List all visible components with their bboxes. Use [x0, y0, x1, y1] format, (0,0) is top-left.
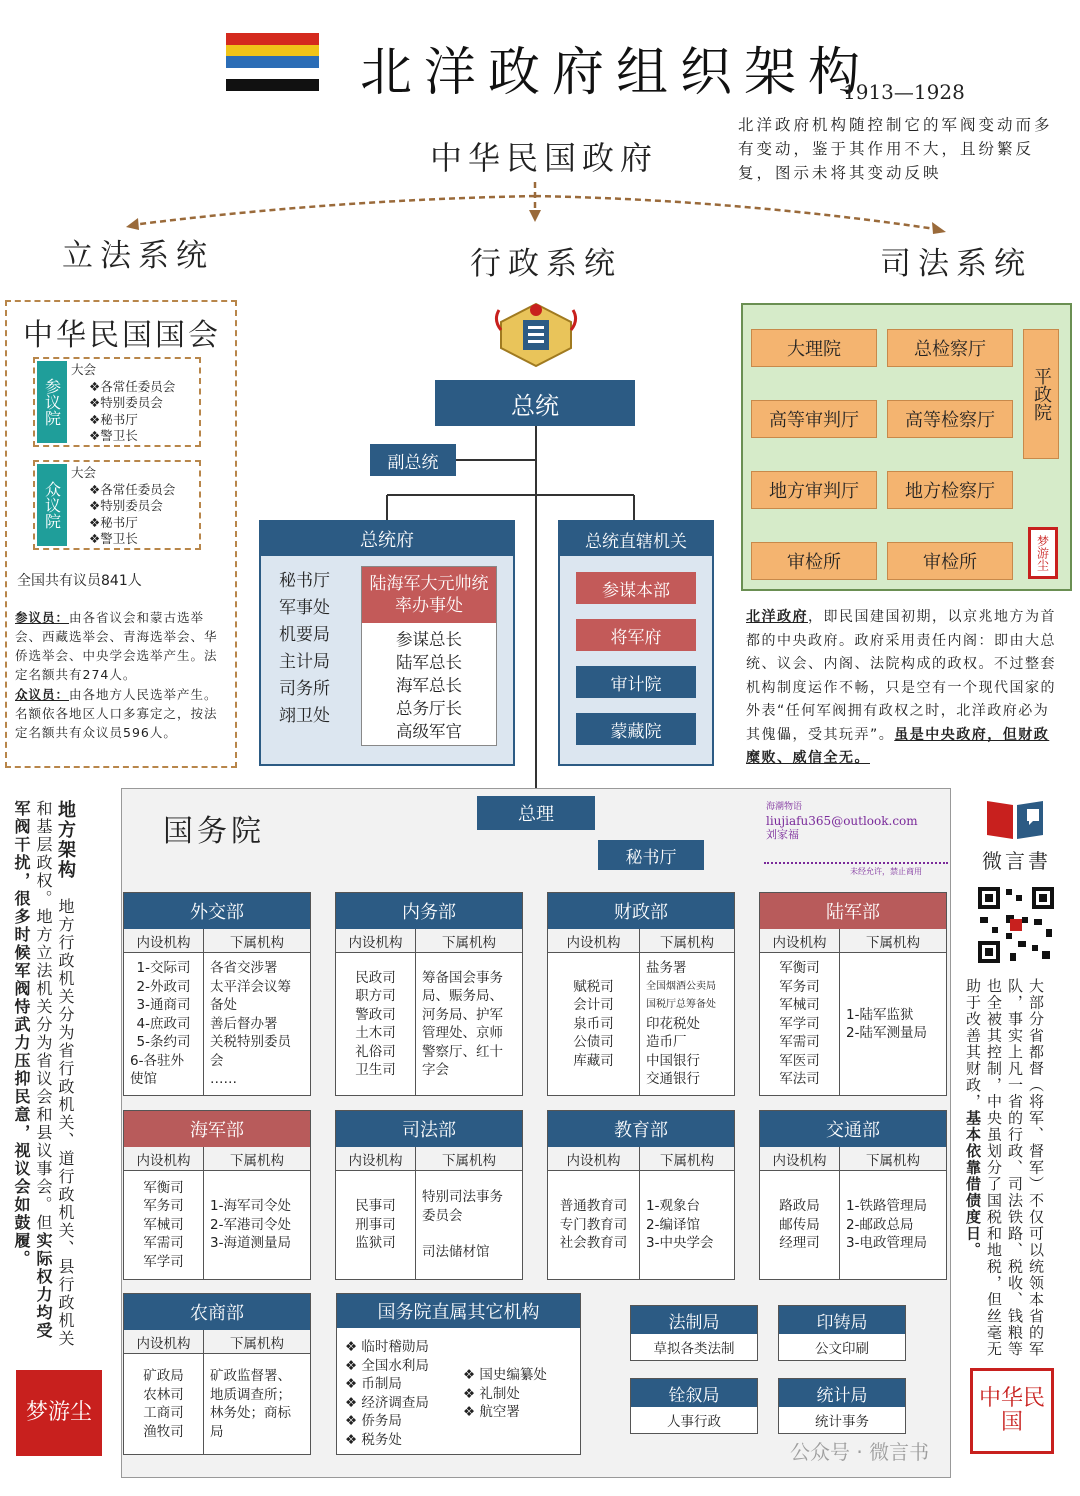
subordinate-unit: 1-陆军监狱	[846, 1006, 914, 1023]
bureau: 铨叙局 人事行政	[630, 1378, 758, 1434]
house-note: 众议员：由各地方人民选举产生。名额依各地区人口多寡定之，按法定名额共有众议员596人。	[15, 687, 218, 740]
ministry-name: 交通部	[760, 1111, 946, 1147]
subordinate-units	[416, 1171, 522, 1279]
other-organs-col2: ❖ 国史编纂处 ❖ 礼制处 ❖ 航空署	[463, 1367, 547, 1420]
col-sub-header: 下属机构	[230, 1335, 284, 1352]
subordinate-units	[204, 1354, 310, 1454]
internal-unit: 1-交际司	[136, 960, 191, 977]
subordinate-unit: 太平洋会议筹备处	[210, 978, 291, 1014]
subordinate-unit: 2-军港司令处	[210, 1216, 291, 1233]
internal-unit: 军衡司	[779, 960, 820, 977]
administrative-court: 平政院	[1023, 329, 1059, 459]
col-internal-header: 内设机构	[760, 1147, 840, 1170]
internal-unit: 5-条约司	[136, 1034, 191, 1051]
ministry-name: 司法部	[336, 1111, 522, 1147]
marshal-items: 参谋总长 陆军总长 海军总长 总务厅长 高级军官	[396, 630, 462, 741]
internal-unit: 3-通商司	[136, 997, 191, 1014]
court: 大理院	[751, 329, 877, 367]
cabinet-secretariat: 秘书厅	[598, 840, 704, 870]
ministry-table	[547, 1110, 735, 1280]
senate-box	[33, 357, 201, 447]
subordinate-unit: 3-电政管理局	[846, 1235, 927, 1252]
credit: 海潮物语 liujiafu365@outlook.com 刘家福	[766, 802, 918, 841]
branch-arrows	[120, 170, 960, 240]
internal-units	[548, 1171, 640, 1279]
subordinate-units	[640, 953, 734, 1095]
col-internal-header: 内设机构	[336, 929, 416, 952]
left-seal: 梦游尘	[16, 1370, 102, 1456]
ministry-table	[335, 892, 523, 1096]
court: 地方审判厅	[751, 471, 877, 509]
subordinate-unit: 造币厂	[646, 1034, 687, 1051]
ministry-table	[123, 1293, 311, 1455]
subordinate-unit: 全国烟酒公卖局	[646, 980, 716, 992]
beiyang-note: 北洋政府，即民国建国初期，以京兆地方为首都的中央政府。政府采用责任内阁：即由大总统、议会、内阁、法院构成的政权。不过整套机构制度运作不畅，只是空有一个现代国家的外表“任何军阀拥有政权之时，北洋政府必为其傀儡，受其玩弄”。虽是中央政府，但财政糜败、威信全无。	[746, 609, 1056, 766]
right-seal: 中华民国	[970, 1368, 1054, 1454]
internal-unit: 刑事司	[355, 1216, 396, 1233]
internal-unit: 土木司	[355, 1025, 396, 1041]
subordinate-unit: 2-邮政总局	[846, 1216, 914, 1233]
internal-units	[336, 953, 416, 1095]
internal-unit: 赋税司	[573, 978, 614, 995]
senate-note: 参议员：由各省议会和蒙古选举会、西藏选举会、青海选举会、华侨选举会、中央学会选举产生。法定名额共有274人。	[15, 610, 218, 682]
subordinate-unit: 2-编译馆	[646, 1216, 700, 1233]
internal-unit: 农林司	[143, 1386, 184, 1403]
ministry-name: 陆军部	[760, 893, 946, 929]
ministry-name: 农商部	[124, 1294, 310, 1330]
internal-unit: 军械司	[779, 997, 820, 1014]
subordinate-unit: 各省交涉署	[210, 960, 278, 977]
parliament-title: 中华民国国会	[23, 318, 221, 353]
bureau: 统计局 统计事务	[778, 1378, 906, 1434]
subordinate-unit: 司法储材馆	[422, 1244, 490, 1261]
col-sub-header: 下属机构	[442, 1152, 496, 1169]
court: 审检所	[751, 542, 877, 580]
subordinate-unit: 国税厅总筹备处	[646, 999, 716, 1011]
judicial-branch: 司法系统	[880, 246, 1032, 282]
subordinate-unit: 中国银行	[646, 1052, 700, 1069]
marshal-office-title: 陆海军大元帅统率办事处	[362, 567, 496, 623]
subordinate-units	[640, 1171, 734, 1279]
subordinate-unit: 关税特别委员会	[210, 1034, 291, 1069]
executive-branch: 行政系统	[470, 246, 622, 282]
internal-unit: 专门教育司	[559, 1216, 628, 1233]
internal-unit: 渔牧司	[143, 1423, 184, 1440]
internal-units	[124, 953, 204, 1095]
col-internal-header: 内设机构	[760, 929, 840, 952]
col-sub-header: 下属机构	[442, 934, 496, 951]
internal-unit: 军需司	[143, 1235, 184, 1252]
internal-unit: 邮传局	[779, 1216, 820, 1233]
internal-unit: 军法司	[779, 1071, 820, 1088]
national-emblem-icon	[493, 300, 579, 370]
procuratorate: 总检察厅	[887, 329, 1013, 367]
col-sub-header: 下属机构	[230, 1152, 284, 1169]
subordinate-units	[204, 1171, 310, 1279]
watermark: 公众号 · 微言书	[790, 1440, 930, 1464]
ministry-name: 海军部	[124, 1111, 310, 1147]
ministry-table	[759, 892, 947, 1096]
internal-unit: 4-庶政司	[136, 1015, 191, 1032]
internal-units	[124, 1171, 204, 1279]
internal-units	[760, 953, 840, 1095]
subordinate-unit: 交通银行	[646, 1071, 700, 1088]
ministry-table	[123, 892, 311, 1096]
col-internal-header: 内设机构	[124, 1147, 204, 1170]
ministry-name: 内务部	[336, 893, 522, 929]
parliament-panel	[5, 300, 237, 768]
col-sub-header: 下属机构	[230, 934, 284, 951]
ministry-table	[759, 1110, 947, 1280]
book-logo-icon	[983, 795, 1049, 841]
col-sub-header: 下属机构	[866, 1152, 920, 1169]
office-items: 秘书厅 军事处 机要局 主计局 司务所 翊卫处	[279, 571, 330, 726]
local-structure: 地方架构 地方行政机关分为省行政机关、道行政机关、县行政机关和基层政权。地方立法机关分为省议会和县议事会。但实际权力均受军阀干扰，很多时候军阀恃武力压抑民意，视议会如鼓履。	[12, 800, 76, 1348]
subordinate-units	[416, 953, 522, 1095]
ministry-table	[335, 1110, 523, 1280]
internal-units	[548, 953, 640, 1095]
ministry-name: 教育部	[548, 1111, 734, 1147]
subordinate-units	[204, 953, 310, 1095]
legislative-branch: 立法系统	[62, 238, 214, 274]
internal-units	[124, 1354, 204, 1454]
root-government: 中华民国政府	[430, 139, 659, 177]
beiyang-five-color-flag	[226, 33, 319, 91]
house-name: 众议院	[37, 464, 67, 546]
internal-units	[760, 1171, 840, 1279]
other-organs-col1: ❖ 临时稽勋局 ❖ 全国水利局 ❖ 币制局 ❖ 经济调查局 ❖ 侨务局 ❖ 税务处	[345, 1339, 429, 1448]
presidential-office-title: 总统府	[261, 522, 513, 556]
vice-president-box: 副总统	[370, 444, 456, 476]
ministry-name: 财政部	[548, 893, 734, 929]
internal-unit: 监狱司	[355, 1235, 396, 1252]
credit-note: 未经允许，禁止商用	[850, 867, 922, 876]
col-sub-header: 下属机构	[866, 934, 920, 951]
internal-unit: 路政局	[779, 1198, 820, 1215]
internal-unit: 普通教育司	[559, 1198, 628, 1215]
subordinate-unit: 盐务署	[646, 960, 687, 977]
bureau: 法制局 草拟各类法制	[630, 1305, 758, 1361]
ministry-table	[123, 1110, 311, 1280]
subordinate-units	[840, 953, 946, 1095]
president-box: 总统	[435, 380, 635, 426]
subordinate-unit: 印花税处	[646, 1015, 700, 1032]
credit-divider	[764, 862, 948, 864]
judicial-panel	[741, 303, 1072, 591]
internal-unit: 2-外政司	[136, 978, 191, 995]
internal-unit: 卫生司	[355, 1062, 396, 1078]
internal-unit: 民政司	[355, 969, 396, 986]
internal-unit: 军学司	[779, 1015, 820, 1032]
subordinate-unit: ……	[210, 1071, 237, 1088]
judicial-seal: 梦游尘	[1028, 527, 1058, 579]
premier-box: 总理	[477, 796, 595, 830]
procuratorate: 地方检察厅	[887, 471, 1013, 509]
internal-unit: 民事司	[355, 1198, 396, 1215]
internal-unit: 军需司	[779, 1034, 820, 1051]
qr-code-icon	[976, 885, 1056, 965]
internal-unit: 礼俗司	[355, 1043, 396, 1060]
direct-item: 将军府	[576, 619, 696, 651]
internal-unit: 经理司	[779, 1235, 820, 1252]
internal-unit: 会计司	[573, 997, 614, 1014]
subordinate-unit: 1-海军司令处	[210, 1198, 291, 1215]
col-internal-header: 内设机构	[336, 1147, 416, 1170]
internal-unit: 泉币司	[573, 1015, 614, 1032]
internal-unit: 公债司	[573, 1034, 614, 1051]
subordinate-unit: 3-中央学会	[646, 1235, 714, 1252]
internal-unit: 职方司	[355, 988, 396, 1004]
presidential-office	[259, 520, 515, 766]
subordinate-unit: 1-观象台	[646, 1198, 700, 1215]
col-internal-header: 内设机构	[548, 1147, 640, 1170]
internal-unit: 库藏司	[573, 1052, 614, 1069]
marshal-office	[361, 566, 497, 746]
internal-unit: 军务司	[779, 978, 820, 995]
internal-unit: 矿政局	[143, 1368, 184, 1384]
internal-unit: 军衡司	[143, 1179, 184, 1196]
subordinate-unit: 矿政监督署、地质调查所；林务处；商标局	[210, 1368, 291, 1440]
internal-unit: 军医司	[779, 1052, 820, 1069]
subordinate-unit: 善后督办署	[210, 1015, 278, 1032]
total-members: 全国共有议员841人	[17, 573, 142, 589]
other-organs-title: 国务院直属其它机构	[337, 1294, 580, 1328]
direct-item: 参谋本部	[576, 572, 696, 604]
direct-item: 审计院	[576, 666, 696, 698]
senate-items: 大会 ❖各常任委员会 ❖特别委员会 ❖秘书厅 ❖警卫长	[71, 362, 176, 443]
subordinate-units	[840, 1171, 946, 1279]
senate-name: 参议院	[37, 361, 67, 443]
internal-unit: 工商司	[143, 1405, 184, 1421]
ministry-name: 外交部	[124, 893, 310, 929]
direct-item: 蒙藏院	[576, 713, 696, 745]
subordinate-unit: 3-海道测量局	[210, 1235, 291, 1252]
ministry-table	[547, 892, 735, 1096]
subordinate-unit: 特别司法事务委员会	[422, 1189, 503, 1224]
subordinate-unit: 筹备国会事务局、赈务局、河务局、护军管理处、京师警察厅、红十字会	[422, 969, 503, 1078]
years: 1913—1928	[843, 80, 965, 104]
direct-organs-title: 总统直辖机关	[560, 522, 712, 556]
internal-unit: 军务司	[143, 1198, 184, 1215]
other-organs	[336, 1293, 581, 1455]
internal-unit: 军械司	[143, 1216, 184, 1233]
internal-unit: 警政司	[355, 1006, 396, 1023]
header-note: 北洋政府机构随控制它的军阀变动而多有变动，鉴于其作用不大，且纷繁反复，图示未将其变动反映	[738, 116, 1053, 182]
house-items: 大会 ❖各常任委员会 ❖特别委员会 ❖秘书厅 ❖警卫长	[71, 465, 176, 546]
internal-unit: 军学司	[143, 1253, 184, 1270]
direct-organs	[558, 520, 714, 766]
bureau: 印铸局 公文印刷	[778, 1305, 906, 1361]
court: 高等审判厅	[751, 400, 877, 438]
col-sub-header: 下属机构	[660, 934, 714, 951]
procuratorate: 审检所	[887, 542, 1013, 580]
internal-unit: 社会教育司	[559, 1235, 628, 1252]
subordinate-unit: 1-铁路管理局	[846, 1198, 927, 1215]
cabinet-title: 国务院	[163, 814, 265, 849]
col-internal-header: 内设机构	[548, 929, 640, 952]
brand-name: 微言書	[982, 849, 1051, 873]
procuratorate: 高等检察厅	[887, 400, 1013, 438]
subordinate-unit: 2-陆军测量局	[846, 1025, 927, 1041]
col-internal-header: 内设机构	[124, 1330, 204, 1353]
col-internal-header: 内设机构	[124, 929, 204, 952]
right-note: 大部分省都督（将军、督军）不仅可以统领本省的军队，事实上凡一省的行政、司法铁路、税收、钱粮等也全被其控制，中央虽划分了国税和地税，但丝毫无助于改善其财政，基本依靠借债度日。	[964, 978, 1045, 1358]
internal-units	[336, 1171, 416, 1279]
col-sub-header: 下属机构	[660, 1152, 714, 1169]
page-title: 北洋政府组织架构	[360, 43, 873, 103]
house-box	[33, 460, 201, 550]
internal-unit: 6-各驻外使馆	[130, 1052, 184, 1088]
